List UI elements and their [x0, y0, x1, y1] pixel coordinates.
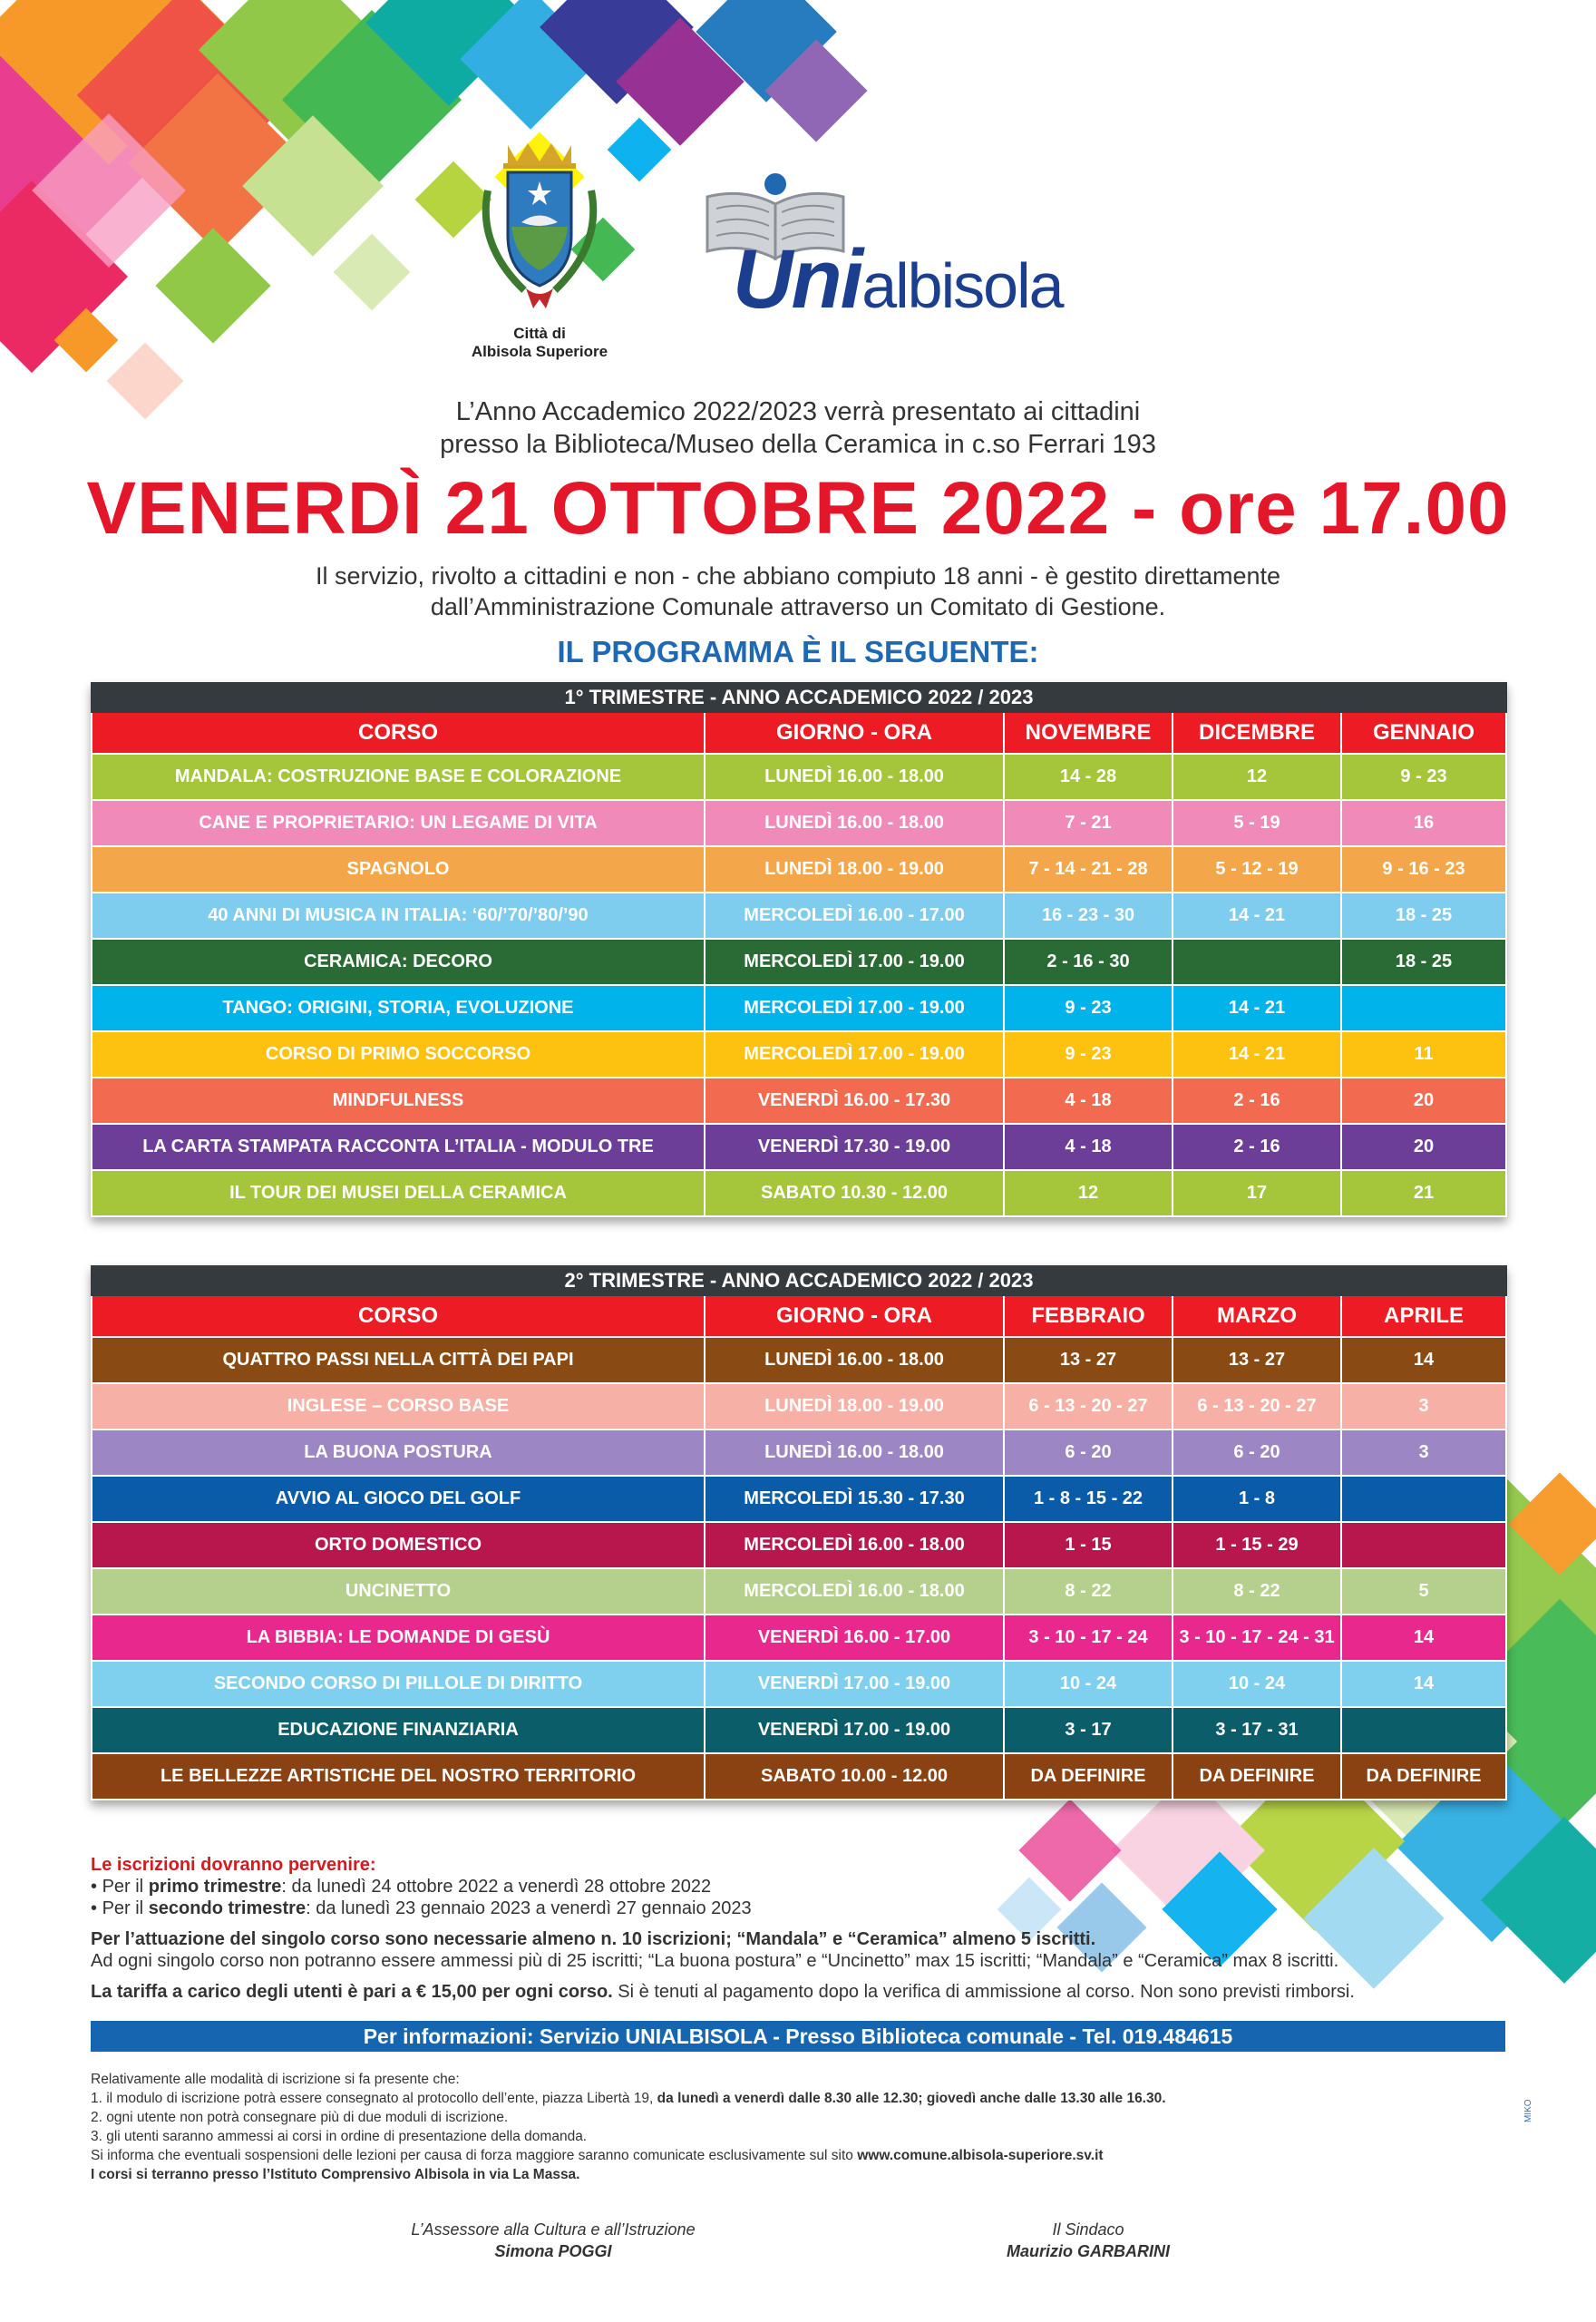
dates-cell: DA DEFINIRE — [1173, 1753, 1341, 1800]
course-name-cell: UNCINETTO — [92, 1568, 705, 1615]
schedule-table-trimester-1 — [91, 682, 1507, 1217]
crest-caption-line1: Città di — [513, 325, 566, 342]
day-time-cell: LUNEDÌ 16.00 - 18.00 — [705, 1429, 1004, 1476]
fine-print-intro: Relativamente alle modalità di iscrizione si fa presente che: — [91, 2072, 460, 2087]
column-header: GIORNO - ORA — [705, 1295, 1004, 1337]
dates-cell: 1 - 15 - 29 — [1173, 1522, 1341, 1568]
dates-cell: 3 - 17 — [1004, 1707, 1173, 1753]
day-time-cell: VENERDÌ 16.00 - 17.30 — [705, 1078, 1004, 1124]
dates-cell: 2 - 16 — [1173, 1124, 1341, 1170]
dates-cell — [1173, 939, 1341, 985]
dates-cell: 14 — [1341, 1615, 1506, 1661]
dates-cell: 14 - 21 — [1173, 985, 1341, 1031]
service-line2: dall’Amministrazione Comunale attraverso un Comitato di Gestione. — [430, 593, 1166, 620]
fine-print-venue: I corsi si terranno presso l’Istituto Comprensivo Albisola in via La Massa. — [91, 2167, 580, 2182]
day-time-cell: MERCOLEDÌ 17.00 - 19.00 — [705, 1031, 1004, 1078]
table-row — [92, 1031, 1506, 1078]
table-row — [92, 1661, 1506, 1707]
dates-cell: 18 - 25 — [1341, 893, 1506, 939]
course-name-cell: ORTO DOMESTICO — [92, 1522, 705, 1568]
table-row — [92, 754, 1506, 800]
dates-cell: 14 - 21 — [1173, 1031, 1341, 1078]
dates-cell — [1341, 1476, 1506, 1522]
printer-mark: MIKO — [1523, 2099, 1533, 2122]
course-name-cell: CORSO DI PRIMO SOCCORSO — [92, 1031, 705, 1078]
schedule-table-trimester-2 — [91, 1265, 1507, 1800]
table-row — [92, 1078, 1506, 1124]
day-time-cell: MERCOLEDÌ 17.00 - 19.00 — [705, 939, 1004, 985]
dates-cell: 2 - 16 - 30 — [1004, 939, 1173, 985]
day-time-cell: MERCOLEDÌ 17.00 - 19.00 — [705, 985, 1004, 1031]
dates-cell: 18 - 25 — [1341, 939, 1506, 985]
day-time-cell: LUNEDÌ 16.00 - 18.00 — [705, 800, 1004, 846]
dates-cell: 1 - 8 - 15 - 22 — [1004, 1476, 1173, 1522]
dates-cell: 20 — [1341, 1078, 1506, 1124]
table-row — [92, 1429, 1506, 1476]
dates-cell: 13 - 27 — [1004, 1337, 1173, 1383]
table-row — [92, 1615, 1506, 1661]
day-time-cell: LUNEDÌ 18.00 - 19.00 — [705, 846, 1004, 893]
column-header: GIORNO - ORA — [705, 712, 1004, 754]
dates-cell: 8 - 22 — [1173, 1568, 1341, 1615]
day-time-cell: VENERDÌ 17.00 - 19.00 — [705, 1707, 1004, 1753]
dates-cell: 3 - 17 - 31 — [1173, 1707, 1341, 1753]
fine-print-item: 3. gli utenti saranno ammessi ai corsi in ordine di presentazione della domanda. — [91, 2129, 588, 2144]
table-row — [92, 1568, 1506, 1615]
service-line1: Il servizio, rivolto a cittadini e non - che abbiano compiuto 18 anni - è gestito direttamente — [315, 562, 1281, 590]
column-header: APRILE — [1341, 1295, 1506, 1337]
table-row — [92, 1124, 1506, 1170]
city-crest-logo — [472, 136, 608, 327]
event-headline: VENERDÌ 21 OTTOBRE 2022 - ore 17.00 — [86, 467, 1510, 550]
column-header: DICEMBRE — [1173, 712, 1341, 754]
dates-cell: 12 — [1004, 1170, 1173, 1216]
intro-line2: presso la Biblioteca/Museo della Ceramica in c.so Ferrari 193 — [440, 430, 1156, 459]
registration-item: • Per il primo trimestre: da lunedì 24 ottobre 2022 a venerdì 28 ottobre 2022 — [91, 1877, 712, 1897]
course-name-cell: IL TOUR DEI MUSEI DELLA CERAMICA — [92, 1170, 705, 1216]
intro-line1: L’Anno Accademico 2022/2023 verrà presentato ai cittadini — [455, 397, 1141, 426]
dates-cell: 3 — [1341, 1383, 1506, 1429]
unialbisola-logo — [733, 233, 1063, 326]
table-row — [92, 1170, 1506, 1216]
course-name-cell: TANGO: ORIGINI, STORIA, EVOLUZIONE — [92, 985, 705, 1031]
column-header: MARZO — [1173, 1295, 1341, 1337]
dates-cell: 12 — [1173, 754, 1341, 800]
day-time-cell: LUNEDÌ 16.00 - 18.00 — [705, 1337, 1004, 1383]
course-name-cell: EDUCAZIONE FINANZIARIA — [92, 1707, 705, 1753]
course-name-cell: LA CARTA STAMPATA RACCONTA L’ITALIA - MODULO TRE — [92, 1124, 705, 1170]
dates-cell — [1341, 1522, 1506, 1568]
dates-cell: 9 - 16 - 23 — [1341, 846, 1506, 893]
dates-cell: 14 - 28 — [1004, 754, 1173, 800]
maximum-enrollment-note: Ad ogni singolo corso non potranno essere ammessi più di 25 iscritti; “La buona postura” e “Uncinetto” max 15 iscritti; “Mandala” e “Ceramica” max 8 iscritti. — [91, 1951, 1339, 1971]
course-name-cell: LA BIBBIA: LE DOMANDE DI GESÙ — [92, 1615, 705, 1661]
course-name-cell: SECONDO CORSO DI PILLOLE DI DIRITTO — [92, 1661, 705, 1707]
dates-cell: 16 — [1341, 800, 1506, 846]
course-name-cell: MANDALA: COSTRUZIONE BASE E COLORAZIONE — [92, 754, 705, 800]
dates-cell: 21 — [1341, 1170, 1506, 1216]
dates-cell — [1341, 1707, 1506, 1753]
table-row — [92, 1337, 1506, 1383]
dates-cell: DA DEFINIRE — [1341, 1753, 1506, 1800]
trimester-title: 2° TRIMESTRE - ANNO ACCADEMICO 2022 / 2023 — [92, 1266, 1506, 1295]
dates-cell: 2 - 16 — [1173, 1078, 1341, 1124]
column-header: CORSO — [92, 1295, 705, 1337]
dates-cell: 14 — [1341, 1337, 1506, 1383]
registration-item: • Per il secondo trimestre: da lunedì 23 gennaio 2023 a venerdì 27 gennaio 2023 — [91, 1898, 752, 1918]
day-time-cell: LUNEDÌ 16.00 - 18.00 — [705, 754, 1004, 800]
dates-cell: 9 - 23 — [1004, 985, 1173, 1031]
fine-print-item: 2. ogni utente non potrà consegnare più di due moduli di iscrizione. — [91, 2110, 509, 2125]
dates-cell: 20 — [1341, 1124, 1506, 1170]
day-time-cell: VENERDÌ 17.30 - 19.00 — [705, 1124, 1004, 1170]
dates-cell: 17 — [1173, 1170, 1341, 1216]
dates-cell: 4 - 18 — [1004, 1078, 1173, 1124]
table-row — [92, 939, 1506, 985]
dates-cell: 10 - 24 — [1173, 1661, 1341, 1707]
dates-cell: 14 — [1341, 1661, 1506, 1707]
table-row — [92, 846, 1506, 893]
logo-uni: Uni — [733, 233, 862, 326]
table-row — [92, 1753, 1506, 1800]
dates-cell: 6 - 20 — [1004, 1429, 1173, 1476]
column-header: FEBBRAIO — [1004, 1295, 1173, 1337]
dates-cell: 6 - 20 — [1173, 1429, 1341, 1476]
dates-cell: 5 - 12 - 19 — [1173, 846, 1341, 893]
fee-note: La tariffa a carico degli utenti è pari a € 15,00 per ogni corso. Si è tenuti al pagamento dopo la verifica di ammissione al corso. Non sono previsti rimborsi. — [91, 1982, 1355, 2002]
day-time-cell: VENERDÌ 16.00 - 17.00 — [705, 1615, 1004, 1661]
dates-cell: 3 — [1341, 1429, 1506, 1476]
dates-cell: 11 — [1341, 1031, 1506, 1078]
table-row — [92, 800, 1506, 846]
day-time-cell: SABATO 10.00 - 12.00 — [705, 1753, 1004, 1800]
signature-sindaco: Il Sindaco Maurizio GARBARINI — [1007, 2220, 1170, 2260]
dates-cell: 1 - 15 — [1004, 1522, 1173, 1568]
signature-assessore: L’Assessore alla Cultura e all’Istruzione Simona POGGI — [411, 2220, 696, 2260]
table-row — [92, 1707, 1506, 1753]
trimester-title: 1° TRIMESTRE - ANNO ACCADEMICO 2022 / 2023 — [92, 683, 1506, 712]
dates-cell — [1341, 985, 1506, 1031]
dates-cell: 7 - 21 — [1004, 800, 1173, 846]
fine-print — [91, 2070, 1505, 2184]
crest-caption-line2: Albisola Superiore — [471, 343, 608, 360]
dates-cell: 3 - 10 - 17 - 24 - 31 — [1173, 1615, 1341, 1661]
program-title: IL PROGRAMMA È IL SEGUENTE: — [557, 635, 1039, 668]
course-name-cell: QUATTRO PASSI NELLA CITTÀ DEI PAPI — [92, 1337, 705, 1383]
day-time-cell: MERCOLEDÌ 16.00 - 18.00 — [705, 1522, 1004, 1568]
column-header: GENNAIO — [1341, 712, 1506, 754]
dates-cell: 7 - 14 - 21 - 28 — [1004, 846, 1173, 893]
website-link[interactable]: www.comune.albisola-superiore.sv.it — [857, 2148, 1104, 2163]
day-time-cell: MERCOLEDÌ 16.00 - 18.00 — [705, 1568, 1004, 1615]
dates-cell: 3 - 10 - 17 - 24 — [1004, 1615, 1173, 1661]
dates-cell: 14 - 21 — [1173, 893, 1341, 939]
dates-cell: 13 - 27 — [1173, 1337, 1341, 1383]
course-name-cell: INGLESE – CORSO BASE — [92, 1383, 705, 1429]
fine-print-item: 1. il modulo di iscrizione potrà essere consegnato al protocollo dell’ente, piazza Libertà 19, da lunedì a venerdì dalle 8.30 alle 12.30; giovedì anche dalle 13.30 alle 16.30. — [91, 2091, 1166, 2106]
info-bar: Per informazioni: Servizio UNIALBISOLA - Presso Biblioteca comunale - Tel. 019.484615 — [91, 2021, 1505, 2052]
dates-cell: 10 - 24 — [1004, 1661, 1173, 1707]
course-name-cell: CERAMICA: DECORO — [92, 939, 705, 985]
dates-cell: 5 — [1341, 1568, 1506, 1615]
dates-cell: 6 - 13 - 20 - 27 — [1173, 1383, 1341, 1429]
table-row — [92, 893, 1506, 939]
day-time-cell: LUNEDÌ 18.00 - 19.00 — [705, 1383, 1004, 1429]
dates-cell: 1 - 8 — [1173, 1476, 1341, 1522]
minimum-enrollment-note: Per l’attuazione del singolo corso sono necessarie almeno n. 10 iscrizioni; “Mandala” e “Ceramica” almeno 5 iscritti. — [91, 1929, 1096, 1949]
day-time-cell: MERCOLEDÌ 16.00 - 17.00 — [705, 893, 1004, 939]
table-row — [92, 1476, 1506, 1522]
registration-heading: Le iscrizioni dovranno pervenire: — [91, 1855, 376, 1875]
fine-print-suspension: Si informa che eventuali sospensioni delle lezioni per causa di forza maggiore saranno comunicate esclusivamente sul sito www.comune.albisola-superiore.sv.it — [91, 2148, 1104, 2163]
table-row — [92, 1383, 1506, 1429]
course-name-cell: SPAGNOLO — [92, 846, 705, 893]
column-header: CORSO — [92, 712, 705, 754]
dates-cell: 16 - 23 - 30 — [1004, 893, 1173, 939]
dates-cell: DA DEFINIRE — [1004, 1753, 1173, 1800]
course-name-cell: AVVIO AL GIOCO DEL GOLF — [92, 1476, 705, 1522]
course-name-cell: MINDFULNESS — [92, 1078, 705, 1124]
logo-albisola: albisola — [861, 250, 1063, 321]
dates-cell: 9 - 23 — [1004, 1031, 1173, 1078]
course-name-cell: LA BUONA POSTURA — [92, 1429, 705, 1476]
day-time-cell: SABATO 10.30 - 12.00 — [705, 1170, 1004, 1216]
dates-cell: 9 - 23 — [1341, 754, 1506, 800]
dates-cell: 4 - 18 — [1004, 1124, 1173, 1170]
course-name-cell: CANE E PROPRIETARIO: UN LEGAME DI VITA — [92, 800, 705, 846]
day-time-cell: VENERDÌ 17.00 - 19.00 — [705, 1661, 1004, 1707]
column-header: NOVEMBRE — [1004, 712, 1173, 754]
course-name-cell: LE BELLEZZE ARTISTICHE DEL NOSTRO TERRITORIO — [92, 1753, 705, 1800]
registration-notes — [91, 1854, 1523, 2003]
day-time-cell: MERCOLEDÌ 15.30 - 17.30 — [705, 1476, 1004, 1522]
dates-cell: 6 - 13 - 20 - 27 — [1004, 1383, 1173, 1429]
course-name-cell: 40 ANNI DI MUSICA IN ITALIA: ‘60/’70/’80/’90 — [92, 893, 705, 939]
dates-cell: 8 - 22 — [1004, 1568, 1173, 1615]
table-row — [92, 985, 1506, 1031]
dates-cell: 5 - 19 — [1173, 800, 1341, 846]
table-row — [92, 1522, 1506, 1568]
